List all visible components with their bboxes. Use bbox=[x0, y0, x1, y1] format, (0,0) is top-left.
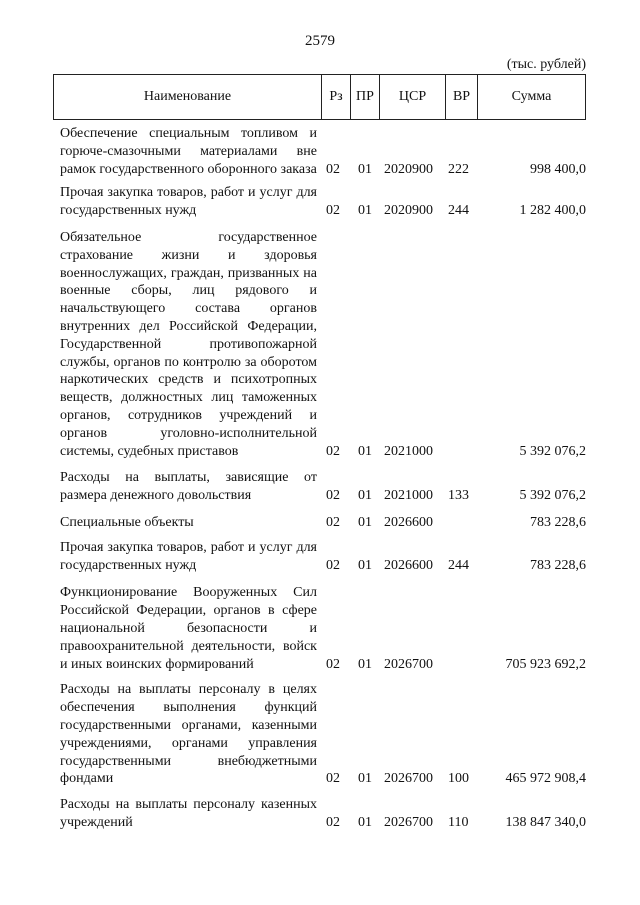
header-vr: ВР bbox=[452, 89, 471, 104]
row-rz: 02 bbox=[326, 514, 340, 530]
row-rz: 02 bbox=[326, 771, 340, 787]
row-name: Расходы на выплаты персоналу в целях обеспечения выполнения функций государственными органами, казенными учреждениями, органами управления государственными внебюджетными фондами bbox=[60, 682, 317, 787]
row-pr: 01 bbox=[358, 814, 372, 830]
row-vr: 244 bbox=[448, 203, 469, 219]
row-sum: 783 228,6 bbox=[530, 557, 586, 573]
table-row bbox=[0, 583, 640, 673]
row-pr: 01 bbox=[358, 488, 372, 504]
row-vr: 110 bbox=[448, 814, 469, 830]
row-name: Обеспечение специальным топливом и горюче-смазочными материалами вне рамок государственного оборонного заказа bbox=[60, 126, 317, 177]
row-pr: 01 bbox=[358, 771, 372, 787]
table-row bbox=[0, 228, 640, 460]
row-csr: 2026700 bbox=[384, 771, 433, 787]
row-sum: 705 923 692,2 bbox=[505, 656, 586, 672]
row-rz: 02 bbox=[326, 814, 340, 830]
row-sum: 783 228,6 bbox=[530, 514, 586, 530]
units-label: (тыс. рублей) bbox=[506, 57, 586, 72]
page-number: 2579 bbox=[305, 33, 335, 49]
row-rz: 02 bbox=[326, 443, 340, 459]
row-sum: 1 282 400,0 bbox=[519, 203, 586, 219]
header-sum: Сумма bbox=[511, 89, 552, 104]
row-csr: 2026600 bbox=[384, 557, 433, 573]
row-pr: 01 bbox=[358, 203, 372, 219]
row-csr: 2020900 bbox=[384, 203, 433, 219]
table-row bbox=[0, 513, 640, 532]
row-rz: 02 bbox=[326, 488, 340, 504]
table-row bbox=[0, 183, 640, 220]
row-rz: 02 bbox=[326, 557, 340, 573]
table-row bbox=[0, 680, 640, 788]
row-sum: 998 400,0 bbox=[530, 161, 586, 177]
row-pr: 01 bbox=[358, 514, 372, 530]
row-vr: 133 bbox=[448, 488, 469, 504]
row-name: Расходы на выплаты персоналу казенных учреждений bbox=[60, 797, 317, 830]
row-sum: 138 847 340,0 bbox=[505, 814, 586, 830]
row-name: Функционирование Вооруженных Сил Российской Федерации, органов в сфере национальной безопасности и правоохранительной деятельности, войск и иных воинских формирований bbox=[60, 585, 317, 672]
row-pr: 01 bbox=[358, 656, 372, 672]
table-body bbox=[0, 124, 640, 832]
row-name: Расходы на выплаты, зависящие от размера денежного довольствия bbox=[60, 470, 317, 504]
row-rz: 02 bbox=[326, 656, 340, 672]
table-row bbox=[0, 795, 640, 832]
row-csr: 2020900 bbox=[384, 161, 433, 177]
header-rz: Рз bbox=[329, 89, 343, 104]
header-pr: ПР bbox=[356, 89, 374, 104]
header-csr: ЦСР bbox=[398, 89, 427, 104]
row-csr: 2026700 bbox=[384, 814, 433, 830]
row-csr: 2021000 bbox=[384, 488, 433, 504]
row-pr: 01 bbox=[358, 443, 372, 459]
row-csr: 2021000 bbox=[384, 443, 433, 459]
row-rz: 02 bbox=[326, 203, 340, 219]
row-name: Специальные объекты bbox=[60, 514, 194, 530]
table-row bbox=[0, 538, 640, 575]
row-vr: 222 bbox=[448, 161, 469, 177]
table-row bbox=[0, 124, 640, 178]
table-header bbox=[53, 74, 586, 120]
row-sum: 5 392 076,2 bbox=[519, 488, 586, 504]
row-pr: 01 bbox=[358, 161, 372, 177]
row-rz: 02 bbox=[326, 161, 340, 177]
row-sum: 5 392 076,2 bbox=[519, 443, 586, 459]
row-vr: 100 bbox=[448, 771, 469, 787]
row-vr: 244 bbox=[448, 557, 469, 573]
row-name: Прочая закупка товаров, работ и услуг для государственных нужд bbox=[60, 185, 317, 219]
header-name: Наименование bbox=[143, 89, 232, 104]
row-name: Прочая закупка товаров, работ и услуг для государственных нужд bbox=[60, 539, 317, 573]
row-pr: 01 bbox=[358, 557, 372, 573]
table-row bbox=[0, 468, 640, 505]
row-csr: 2026700 bbox=[384, 656, 433, 672]
row-sum: 465 972 908,4 bbox=[505, 771, 586, 787]
row-csr: 2026600 bbox=[384, 514, 433, 530]
row-name: Обязательное государственное страхование жизни и здоровья военнослужащих, граждан, призванных на военные сборы, лиц рядового и начальствующего состава органов внутренних дел Российской Федерации, Государственной противопожарной службы, органов по контролю за оборотом наркотических средств и психотропных веществ, должностных лиц таможенных органов, сотрудников учреждений и органов уголовно-исполнительной системы, судебных приставов bbox=[60, 229, 317, 459]
